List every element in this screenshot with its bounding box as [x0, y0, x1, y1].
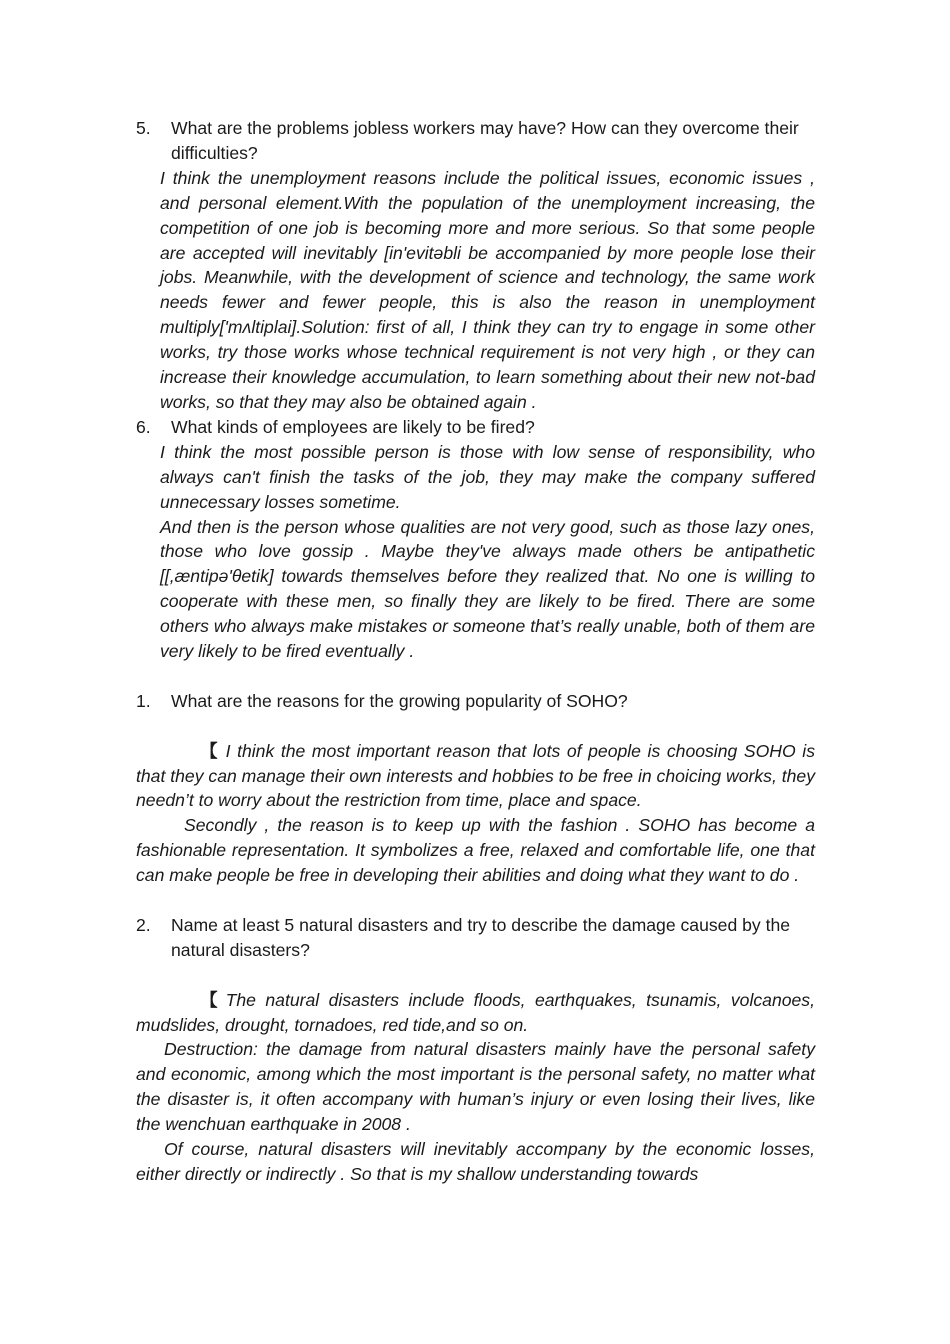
answer-2-paragraph-2: Destruction: the damage from natural disasters mainly have the personal safety and economic, among which the most important is the personal safety, no matter what the disaster is, it often accompany with human’s injury or even losing their lives, like the wenchuan earthquake in 2008 .	[136, 1039, 815, 1135]
question-5	[136, 116, 815, 166]
answer-text: The natural disasters include floods, earthquakes, tsunamis, volcanoes, mudslides, drought, tornadoes, red tide,and so on.	[136, 989, 815, 1035]
question-text: What are the problems jobless workers may have? How can they overcome their difficulties?	[171, 118, 799, 163]
answer-text: I think the most important reason that lots of people is choosing SOHO is that they can manage their own interests and hobbies to be free in choicing works, they needn’t to worry about the restriction from time, place and space.	[136, 740, 815, 811]
answer-1-paragraph-1	[136, 739, 815, 814]
question-1	[136, 689, 815, 714]
answer-6-paragraph-1: I think the most possible person is those with low sense of responsibility, who always can't finish the tasks of the job, they may make the company suffered unnecessary losses sometime.	[160, 441, 815, 512]
question-number: 6.	[136, 416, 151, 437]
question-number: 1.	[136, 690, 151, 711]
bracket-mark: 【	[200, 989, 218, 1010]
question-number: 2.	[136, 914, 151, 935]
spacer	[136, 714, 815, 739]
answer-2-paragraph-1	[136, 988, 815, 1038]
answer-2-paragraph-3: Of course, natural disasters will inevitably accompany by the economic losses, either directly or indirectly . So that is my shallow understanding towards	[136, 1139, 815, 1184]
spacer	[136, 664, 815, 689]
bracket-mark: 【	[200, 740, 218, 761]
answer-5: I think the unemployment reasons include the political issues, economic issues , and personal element.With the population of the unemployment increasing, the competition of one job is becoming more and more serious. So that some people are accepted will inevitably [in'evitəbli be accompanied by more people lose their jobs. Meanwhile, with the development of science and technology, the same work needs fewer and fewer people, this is also the reason in unemployment multiply['mʌltiplai].Solution: first of all, I think they can try to engage in some other works, try those works whose technical requirement is not very high , or they can increase their knowledge accumulation, to learn something about their new not-bad works, so that they may also be obtained again .	[160, 167, 815, 412]
spacer	[136, 888, 815, 913]
answer-1-paragraph-2: Secondly , the reason is to keep up with the fashion . SOHO has become a fashionable representation. It symbolizes a free, relaxed and comfortable life, one that can make people be free in developing their abilities and doing what they want to do .	[136, 815, 815, 886]
question-2	[136, 913, 815, 963]
question-6	[136, 415, 815, 440]
question-number: 5.	[136, 118, 151, 138]
question-text: Name at least 5 natural disasters and try to describe the damage caused by the natural disasters?	[171, 914, 791, 960]
question-text: What are the reasons for the growing popularity of SOHO?	[171, 690, 628, 711]
spacer	[136, 963, 815, 988]
answer-6-paragraph-2: And then is the person whose qualities are not very good, such as those lazy ones, those who love gossip . Maybe they've always made others be antipathetic [[,æntipə'θetik] towards themselves before they realized that. No one is willing to cooperate with these men, so finally they are likely to be fired. There are some others who always make mistakes or someone that’s really unable, both of them are very likely to be fired eventually .	[160, 516, 815, 662]
question-text: What kinds of employees are likely to be fired?	[171, 416, 535, 437]
